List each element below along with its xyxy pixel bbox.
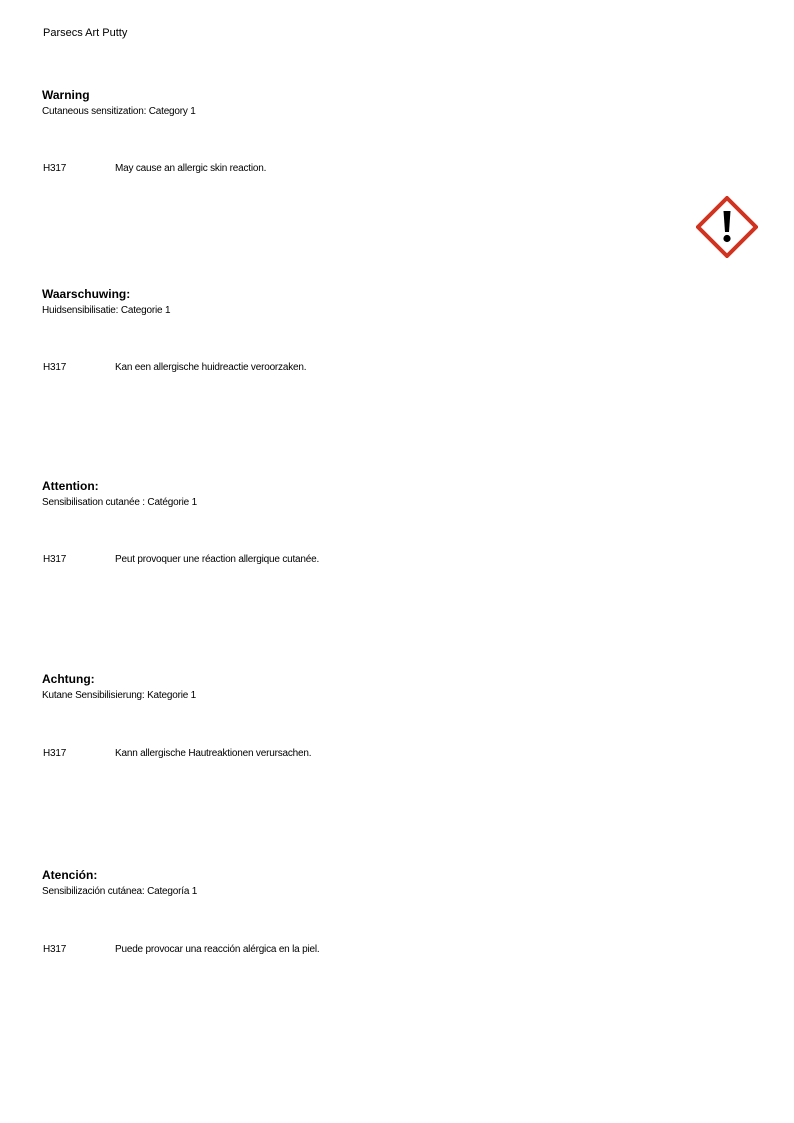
hazard-code: H317: [43, 163, 67, 174]
exclamation-mark-ghs07-icon: [696, 196, 758, 258]
hazard-classification: Kutane Sensibilisierung: Kategorie 1: [42, 690, 197, 701]
hazard-statement: Kann allergische Hautreaktionen verursachen.: [115, 748, 312, 759]
product-name: Parsecs Art Putty: [43, 27, 128, 39]
signal-word: Achtung:: [42, 672, 95, 686]
signal-word: Waarschuwing:: [42, 287, 131, 301]
label-section-de: [42, 672, 682, 759]
hazard-classification: Cutaneous sensitization: Category 1: [42, 106, 196, 117]
hazard-classification: Sensibilisation cutanée : Catégorie 1: [42, 497, 197, 508]
signal-word: Atención:: [42, 868, 98, 882]
signal-word: Warning: [42, 88, 90, 102]
label-section-nl: [42, 287, 682, 373]
hazard-classification: Sensibilización cutánea: Categoría 1: [42, 886, 198, 897]
hazard-code: H317: [43, 944, 67, 955]
label-section-fr: [42, 479, 682, 565]
hazard-code: H317: [43, 554, 67, 565]
hazard-statement: Kan een allergische huidreactie veroorzaken.: [115, 362, 307, 373]
hazard-code: H317: [43, 362, 67, 373]
hazard-statement: Puede provocar una reacción alérgica en la piel.: [115, 944, 320, 955]
hazard-statement: Peut provoquer une réaction allergique cutanée.: [115, 554, 320, 565]
label-section-es: [42, 868, 682, 955]
hazard-code: H317: [43, 748, 67, 759]
label-section-en: [42, 88, 682, 174]
hazard-statement: May cause an allergic skin reaction.: [115, 163, 267, 174]
signal-word: Attention:: [42, 479, 99, 493]
hazard-classification: Huidsensibilisatie: Categorie 1: [42, 305, 171, 316]
